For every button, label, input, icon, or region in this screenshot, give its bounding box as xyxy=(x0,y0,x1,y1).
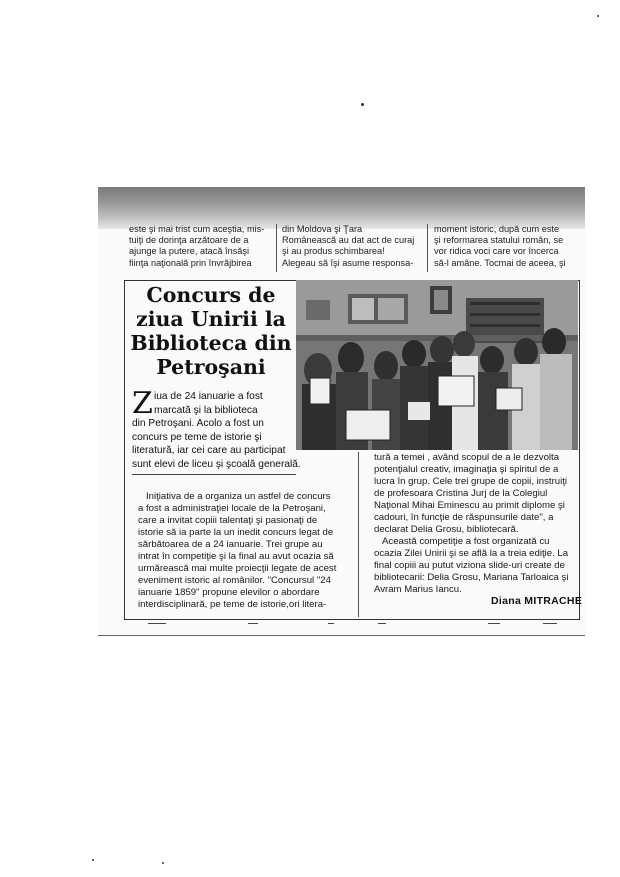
title-line: Biblioteca din xyxy=(130,331,292,355)
fragment-line: Alegeau să îşi asume responsa- xyxy=(282,257,414,268)
lead-line: marcată şi la biblioteca xyxy=(154,404,258,416)
fragment-line: şi au produs schimbarea! xyxy=(282,246,385,257)
scan-speck xyxy=(361,103,364,106)
body-line: potenţialul creativ, imaginaţia şi spiritul de a xyxy=(374,464,559,475)
body-line: bibliotecarii: Delia Grosu, Mariana Tarloaica şi xyxy=(374,572,569,583)
fold-marks xyxy=(138,623,578,631)
fold-mark xyxy=(328,623,334,624)
body-line: intrat în competiţie şi la final au avut ocazia să xyxy=(138,551,334,562)
title-line: Concurs de xyxy=(146,283,276,307)
body-line: a fost a administraţiei locale de la Petroşani, xyxy=(138,503,326,514)
fold-mark xyxy=(488,623,500,624)
fragment-line: să-l amâne. Tocmai de aceea, şi xyxy=(434,257,566,268)
fragment-line: tuiţi de dorinţa arzătoare de a xyxy=(129,235,249,246)
body-line: Această competiţie a fost organizată cu xyxy=(382,536,550,547)
fold-mark xyxy=(148,623,166,624)
fragment-line: şi reformarea statului român, se xyxy=(434,235,564,246)
article-photo xyxy=(296,280,578,450)
fragment-line: este şi mai trist cum aceştia, mis- xyxy=(129,224,265,234)
lead-line: iua de 24 ianuarie a fost xyxy=(154,391,263,402)
article-body-right xyxy=(374,452,574,596)
scan-speck xyxy=(597,15,599,17)
scan-shadow-band xyxy=(98,187,585,229)
body-line: final copiii au putut viziona slide-uri create de xyxy=(374,560,565,571)
lead-line: sunt elevi de liceu şi şcoală generală. xyxy=(132,458,301,470)
body-line: sărbătoarea de a 24 ianuarie. Trei grupe au xyxy=(138,539,323,550)
title-line: ziua Unirii la xyxy=(136,307,286,331)
lead-line: literatură, iar cei care au participat xyxy=(132,445,286,457)
body-line: urmărească mai multe proiecţii legate de acest xyxy=(138,563,337,574)
body-line: lucra în grup. Cele trei grupe de copii, instruiţi xyxy=(374,476,568,487)
body-line: Iniţiativa de a organiza un astfel de concurs xyxy=(146,491,331,502)
body-line: ianuarie 1859" propune elevilor o abordare xyxy=(138,587,320,598)
fragment-column-left xyxy=(129,224,264,269)
body-line: eveniment istoric al românilor. "Concursul "24 xyxy=(138,575,331,586)
title-line: Petroşani xyxy=(156,355,266,379)
lead-line: din Petroşani. Acolo a fost un xyxy=(132,418,264,430)
fragment-line: vor ridica voci care vor încerca xyxy=(434,246,559,257)
column-divider xyxy=(427,224,428,272)
article-body-left xyxy=(138,491,337,611)
fragment-line: Românească au dat act de curaj xyxy=(282,235,415,246)
drop-cap: Z xyxy=(132,386,153,421)
scan-speck xyxy=(162,862,164,864)
fragment-line: din Moldova şi Ţara xyxy=(282,224,363,234)
fold-mark xyxy=(543,623,557,624)
lead-line: concurs pe teme de istorie şi xyxy=(132,431,262,443)
body-line: care a invitat copiii talentaţi şi pasionaţi de xyxy=(138,515,318,526)
lead-underline xyxy=(132,474,296,475)
body-line: declarat Delia Grosu, bibliotecară. xyxy=(374,524,519,535)
fragment-line: fiinţa naţională prin învrăjbirea xyxy=(129,257,252,268)
article-author: Diana MITRACHE xyxy=(491,595,583,607)
body-line: interdisciplinară, pe teme de istorie,ori litera- xyxy=(138,599,327,610)
body-line: Naţional Mihai Eminescu au primit diplome şi xyxy=(374,500,565,511)
body-line: istorie să ia parte la un inedit concurs legat de xyxy=(138,527,334,538)
body-line: tură a temei , având scopul de a le dezvolta xyxy=(374,452,560,463)
body-line: ocazia Zilei Unirii şi se află la a treia ediţie. La xyxy=(374,548,569,559)
newspaper-clipping xyxy=(98,187,585,637)
body-line: cadouri, în funcţie de răspunsurile date", a xyxy=(374,512,554,523)
fragment-column-right xyxy=(434,224,566,269)
photo-illustration xyxy=(296,280,578,450)
column-divider xyxy=(358,452,359,617)
previous-article-fragment xyxy=(98,224,585,274)
article-title xyxy=(126,283,296,379)
body-line: Avram Marius Iancu. xyxy=(374,584,462,595)
fragment-column-middle xyxy=(282,224,414,269)
fold-mark xyxy=(248,623,258,624)
fragment-line: ajunge la putere, atacă însăşi xyxy=(129,246,250,257)
fragment-line: moment istoric, după cum este xyxy=(434,224,560,234)
column-divider xyxy=(276,224,277,272)
clipping-bottom-rule xyxy=(98,635,585,636)
scan-speck xyxy=(92,859,94,861)
article-lead xyxy=(132,386,301,472)
fold-mark xyxy=(378,623,386,624)
body-line: de profesoara Cristina Jurj de la Colegiul xyxy=(374,488,548,499)
